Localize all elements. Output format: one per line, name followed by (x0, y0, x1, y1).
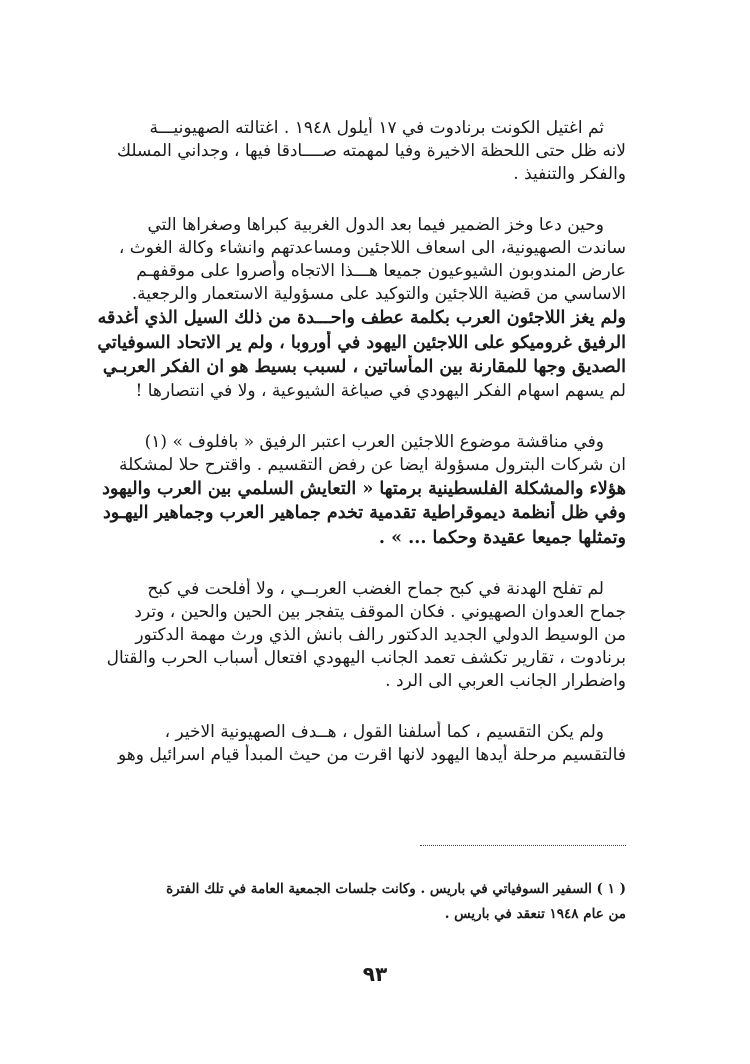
footnote-divider (420, 845, 626, 846)
text-line: لانه ظل حتى اللحظة الاخيرة وفيا لمهمته صــــادقا فيها ، وجداني المسلك (117, 141, 626, 161)
text-line: الرفيق غروميكو على اللاجئين اليهود في أوروبا ، ولم ير الاتحاد السوفياتي (97, 332, 626, 353)
text-line: لم تفلح الهدنة في كبح جماح الغضب العربــي ، ولا أفلحت في كبح (147, 579, 604, 599)
footnote-line: من عام ١٩٤٨ تنعقد في باريس . (444, 906, 626, 922)
text-line: وفي مناقشة موضوع اللاجئين العرب اعتبر الرفيق « بافلوف » (١) (144, 431, 604, 452)
paragraph (92, 214, 626, 403)
text-line: واضطرار الجانب العربي الى الرد . (385, 671, 626, 691)
text-line: ساندت الصهيونية، الى اسعاف اللاجئين ومساعدتهم وانشاء وكالة الغوث ، (118, 238, 626, 258)
text-line: ثم اغتيل الكونت برنادوت في ١٧ أيلول ١٩٤٨ . اغتالته الصهيونيـــة (149, 118, 604, 138)
paragraph (92, 117, 626, 186)
text-line: برنادوت ، تقارير تكشف تعمد الجانب اليهودي افتعال أسباب الحرب والقتال (106, 648, 626, 668)
paragraph (92, 578, 626, 693)
text-line: فالتقسيم مرحلة أيدها اليهود لانها اقرت من حيث المبدأ قيام اسرائيل وهو (117, 745, 626, 765)
text-line: وتمثلها جميعا عقيدة وحكما ... » . (378, 527, 626, 548)
page-number: ٩٣ (362, 962, 388, 986)
text-line: الاساسي من قضية اللاجئين والتوكيد على مسؤولية الاستعمار والرجعية. (131, 284, 626, 304)
footnote (92, 877, 626, 927)
text-line: ولم يكن التقسيم ، كما أسلفنا القول ، هــدف الصهيونية الاخير ، (164, 722, 604, 742)
text-line: جماح العدوان الصهيوني . فكان الموقف يتفجر بين الحين والحين ، وترد (134, 602, 626, 622)
text-line: لم يسهم اسهام الفكر اليهودي في صياغة الشيوعية ، ولا في انتصارها ! (135, 380, 626, 401)
text-line: عارض المندوبون الشيوعيون جميعا هـــذا الاتجاه وأصروا على موقفهـم (136, 261, 626, 281)
text-line: هؤلاء والمشكلة الفلسطينية برمتها « التعايش السلمي بين العرب واليهود (102, 478, 626, 499)
text-line: والفكر والتنفيذ . (513, 164, 626, 184)
text-line: الصديق وجها للمقارنة بين المأساتين ، لسبب بسيط هو ان الفكر العربـي (102, 357, 626, 377)
text-line: من الوسيط الدولي الجديد الدكتور رالف بانش الذي ورث مهمة الدكتور (135, 625, 626, 645)
text-line: ان شركات البترول مسؤولة ايضا عن رفض التقسيم . واقترح حلا لمشكلة (119, 454, 626, 475)
footnote-line: ( ١ ) السفير السوفياتي في باريس . وكانت جلسات الجمعية العامة في تلك الفترة (166, 881, 626, 897)
paragraph (92, 721, 626, 767)
text-line: ولم يغز اللاجئون العرب بكلمة عطف واحـــدة من ذلك السيل الذي أغدقه (97, 308, 626, 328)
paragraph (92, 431, 626, 551)
main-text (92, 117, 626, 795)
text-line: وفي ظل أنظمة ديموقراطية تقدمية تخدم جماهير العرب وجماهير اليهـود (102, 503, 626, 523)
text-line: وحين دعا وخز الضمير فيما بعد الدول الغربية كبراها وصغراها التي (147, 215, 604, 235)
